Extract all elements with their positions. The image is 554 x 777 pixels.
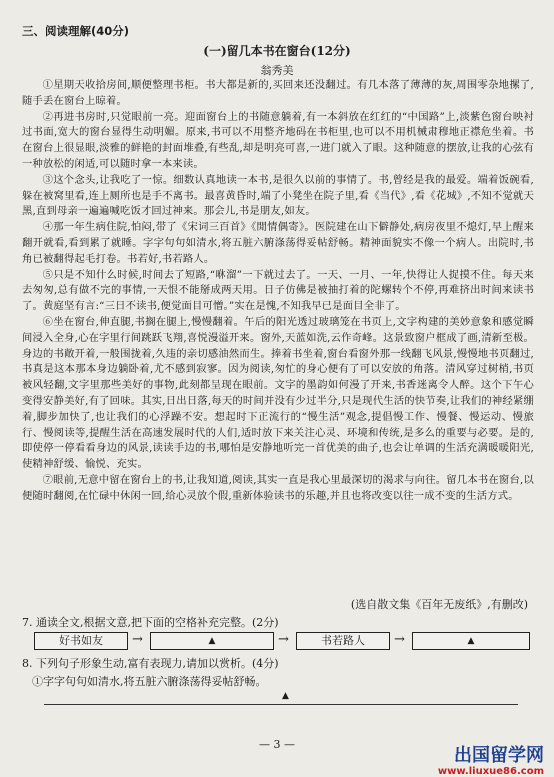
arrow-icon: →	[394, 632, 405, 647]
watermark-title: 出国留学网	[454, 745, 544, 766]
watermark-url: www.liuxue86.com	[437, 766, 544, 777]
watermark-logo	[438, 746, 544, 777]
question-7-prompt: 7. 通读全文,根据文意,把下面的空格补充完整。(2分)	[22, 616, 279, 629]
source-note: (选自散文集《百年无废纸》,有删改)	[350, 598, 528, 611]
page-number: — 3 —	[259, 738, 295, 751]
section-title: 三、阅读理解(40分)	[22, 24, 130, 38]
answer-mark: ▲	[282, 691, 289, 701]
paragraph-4: ④那一年生病住院,怕闷,带了《宋词三百首》《閒情偶寄》。医院建在山下僻静处,病房夜里不熄灯,早上醒来翻开就看,看到累了就睡。字字句句如清水,将五脏六腑涤荡得妥帖舒畅。精神面貌实不像一个病人。出院时,书角已被翻得起毛打卷。书若好,书若路人。	[22, 221, 534, 265]
question-8-prompt: 8. 下列句子形象生动,富有表现力,请加以赏析。(4分)	[22, 657, 279, 670]
question-8-item: ①字字句句如清水,将五脏六腑涤荡得妥帖舒畅。	[32, 675, 267, 688]
article-body	[22, 78, 534, 505]
paragraph-1: ①星期天收拾房间,顺便整理书柜。书大都是新的,买回来还没翻过。有几本落了薄薄的灰,周围零杂地摞了,随手丢在窗台上晾着。	[22, 79, 534, 107]
paragraph-5: ⑤只是不知什么时候,时间去了短路,“咻溜”一下就过去了。一天、一月、一年,快得让人捉摸不住。每天来去匆匆,总有做不完的事情,一天恨不能掰成两天用。日子仿佛是被抽打着的陀螺转个不停,再难挤出时间来读书了。黄庭坚有言:“三日不读书,便觉面目可憎。”实在是愧,不知我早已是面目全非了。	[22, 268, 534, 313]
arrow-icon: →	[132, 632, 143, 647]
flow-box-4-blank[interactable]: ▲	[412, 632, 530, 650]
article-title: (一)留几本书在窗台(12分)	[203, 44, 351, 58]
flow-box-3: 书若路人	[296, 632, 390, 650]
paragraph-2: ②再进书房时,只觉眼前一亮。迎面窗台上的书随意躺着,有一本斜放在红红的“中国路”上,淡紫色窗台映衬过书面,宽大的窗台显得生动明媚。原来,书可以不用整齐地码在书柜里,也可以不用机械肃穆地正襟危坐着。书在窗台上很显眼,淡雅的鲜艳的封面堆叠,有些乱,却是明亮可喜,一进门就入了眼。这种随意的摆放,让我的心弦有一种放松的闲适,可以随时拿一本来读。	[22, 110, 534, 170]
author-name: 翁秀美	[260, 64, 294, 77]
flow-box-2-blank[interactable]: ▲	[150, 632, 274, 650]
paragraph-7: ⑦眼前,无意中留在窗台上的书,让我知道,阅读,其实一直是我心里最深切的渴求与向往。留几本书在窗台,以便随时翻阅,在忙碌中休闲一回,给心灵放个假,重新体验读书的乐趣,并且也将改变以往一成不变的生活方式。	[22, 473, 534, 502]
paragraph-6: ⑥坐在窗台,伸直腿,书搁在腿上,慢慢翻着。午后的阳光透过玻璃笼在书页上,文字构建的美妙意象和感觉瞬间浸入全身,心在字里行间跳跃飞翔,喜悦漫溢开来。窗外,天蓝如洗,云作奇峰。这景致窗户框成了画,清新至极。身边的书敞开着,一般围拢着,久违的亲切感油然而生。捧着书坐着,窗台看窗外那一线翻飞风景,慢慢地书页翻过,书真是这本那本身边躺卧着,尤不感到寂寥。因为阅读,匆忙的身心便有了可以安放的角落。清风穿过树梢,书页被风轻翻,文字里那些美好的事物,此刻都呈现在眼前。文字的墨韵如何漫了开来,书香迷离令人醉。这个下午心变得安静美好,有了回味。其实,日出日落,每天的时间并没有少过半分,只是现代生活的快节奏,让我们的神经紧绷着,脚步加快了,也让我们的心浮躁不安。想起时下正流行的“慢生活”观念,提倡慢工作、慢餐、慢运动、慢旅行、慢阅读等,提醒生活在高速发展时代的人们,适时放下来关注心灵、环境和传统,是多么的重要与必要。是的,即使停一停看看身边的风景,读读手边的书,哪怕是安静地听完一首优美的曲子,也会让单调的生活充满暖暖阳光,使精神舒缓、愉悦、充实。	[22, 315, 534, 471]
answer-line[interactable]	[44, 704, 518, 705]
arrow-icon: →	[278, 632, 289, 647]
flow-box-1: 好书如友	[34, 632, 128, 650]
paragraph-3: ③这个念头,让我吃了一惊。细数认真地读一本书,是很久以前的事情了。书,曾经是我的最爱。端着饭碗看,躲在被窝里看,连上厕所也是手不离书。最喜黄昏时,端了小凳坐在院子里,看《当代》,看《花城》,不知不觉就天黑,直到母亲一遍遍喊吃饭才回过神来。那会儿,书是朋友,如友。	[22, 173, 534, 218]
question-7-flow	[34, 632, 534, 650]
